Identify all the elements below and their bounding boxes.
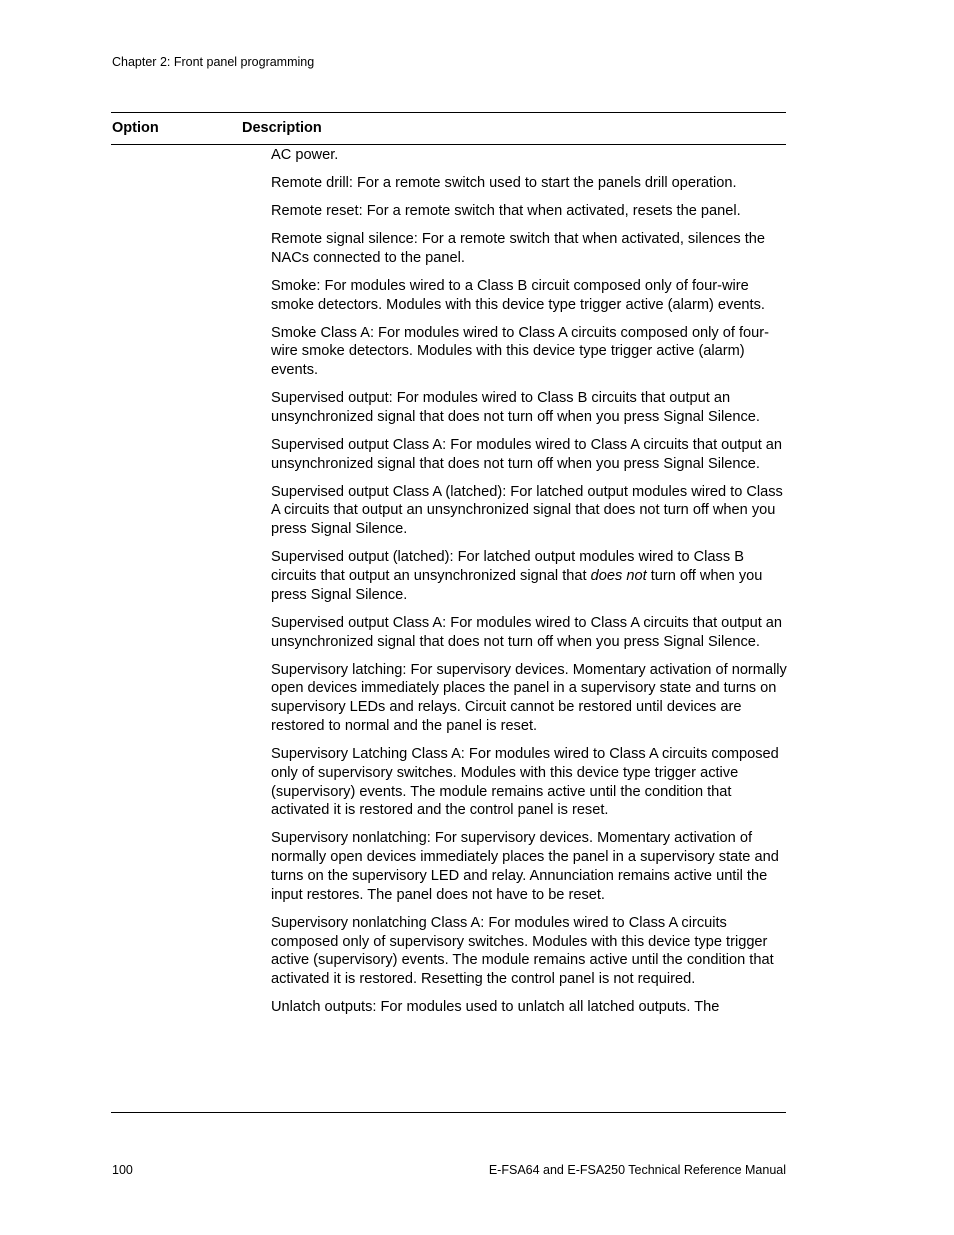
description-text: Supervised output (latched): For latched output modules wired to Class B circuits that output an unsynchronized signal that bbox=[271, 549, 744, 585]
emphasis-text: does not bbox=[590, 568, 647, 585]
description-item: Supervisory Latching Class A: For modules wired to Class A circuits composed only of supervisory switches. Modules with this device type trigger active (supervisory) events. The module remains active until the condition that activated it is restored and the control panel is reset. bbox=[271, 745, 779, 819]
description-item bbox=[271, 548, 787, 604]
description-item: Supervised output Class A: For modules wired to Class A circuits that output an unsynchronized signal that does not turn off when you press Signal Silence. bbox=[271, 436, 783, 472]
description-item: Smoke Class A: For modules wired to Class A circuits composed only of four-wire smoke detectors. Modules with this device type trigger active (alarm) events. bbox=[271, 324, 770, 379]
description-item: Unlatch outputs: For modules used to unlatch all latched outputs. The bbox=[271, 999, 720, 1016]
options-table bbox=[111, 112, 786, 1113]
description-item: Supervisory latching: For supervisory devices. Momentary activation of normally open devices immediately places the panel in a supervisory state and turns on supervisory LEDs and relays. Circuit cannot be restored until devices are restored to normal and the panel is reset. bbox=[271, 661, 787, 734]
description-item: Supervisory nonlatching: For supervisory devices. Momentary activation of normally open devices immediately places the panel in a supervisory state and turns on the supervisory LED and relay. Annunciation remains active until the input restores. The panel does not have to be reset. bbox=[271, 830, 779, 903]
description-item: Supervisory nonlatching Class A: For modules wired to Class A circuits composed only of supervisory switches. Modules with this device type trigger active (supervisory) events. The module remains active until the condition that activated it is restored. Resetting the control panel is not required. bbox=[271, 914, 774, 988]
option-column-header: Option bbox=[112, 120, 159, 136]
description-item: Supervised output: For modules wired to Class B circuits that output an unsynchronized signal that does not turn off when you press Signal Silence. bbox=[271, 390, 760, 425]
manual-title: E-FSA64 and E-FSA250 Technical Reference Manual bbox=[488, 1163, 786, 1177]
description-column-header: Description bbox=[242, 120, 322, 136]
page-number: 100 bbox=[112, 1163, 133, 1177]
description-list bbox=[271, 145, 787, 1026]
description-item: Remote signal silence: For a remote switch that when activated, silences the NACs connected to the panel. bbox=[271, 230, 765, 266]
table-header-row bbox=[111, 113, 786, 145]
description-item: Supervised output Class A: For modules wired to Class A circuits that output an unsynchronized signal that does not turn off when you press Signal Silence. bbox=[271, 614, 783, 650]
running-header: Chapter 2: Front panel programming bbox=[112, 55, 315, 69]
description-item: Remote drill: For a remote switch used to start the panels drill operation. bbox=[271, 174, 737, 191]
description-item: Smoke: For modules wired to a Class B circuit composed only of four-wire smoke detectors. Modules with this device type trigger active (alarm) events. bbox=[271, 277, 765, 313]
description-item: Remote reset: For a remote switch that when activated, resets the panel. bbox=[271, 202, 741, 219]
description-text: turn off when you press Signal Silence. bbox=[271, 568, 763, 603]
description-item: Supervised output Class A (latched): For latched output modules wired to Class A circuits that output an unsynchronized signal that does not turn off when you press Signal Silence. bbox=[271, 483, 783, 538]
description-item: AC power. bbox=[271, 147, 339, 163]
